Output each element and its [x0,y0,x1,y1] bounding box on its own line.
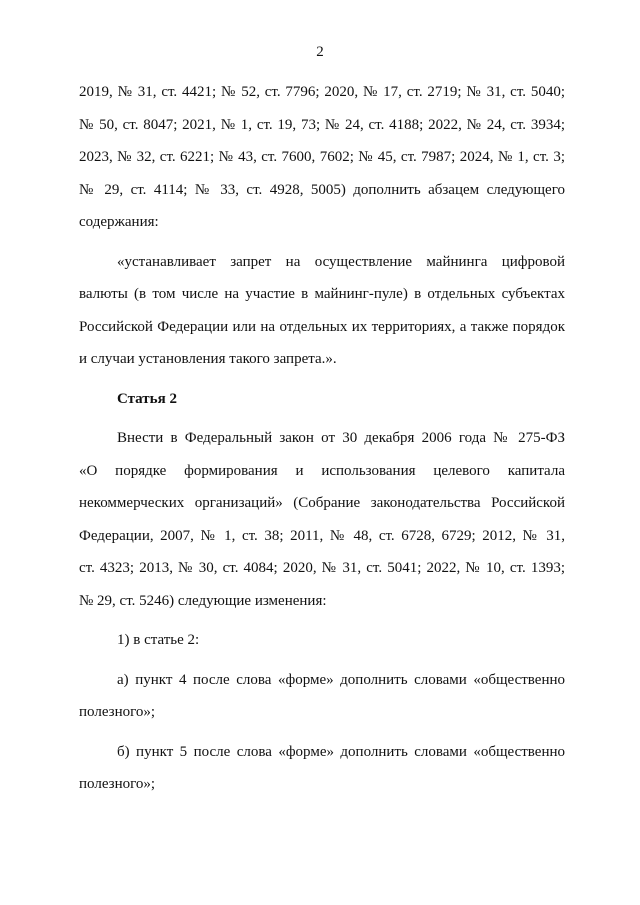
text-line: «О порядке формирования и использования целевого капитала [79,462,565,479]
text-line: а) пункт 4 после слова «форме» дополнить словами «общественно [117,671,565,688]
text-line: № 50, ст. 8047; 2021, № 1, ст. 19, 73; № 24, ст. 4188; 2022, № 24, ст. 3934; [79,116,565,133]
text-line: полезного»; [79,776,156,792]
paragraph-item-b [79,736,565,801]
text-line: № 29, ст. 4114; № 33, ст. 4928, 5005) дополнить абзацем следующего [79,181,565,198]
text-line: 2019, № 31, ст. 4421; № 52, ст. 7796; 2020, № 17, ст. 2719; № 31, ст. 5040; [79,84,565,100]
paragraph-amendment-sources [79,76,565,239]
text-line: валюты (в том числе на участие в майнинг-пуле) в отдельных субъектах [79,286,565,302]
document-body [79,76,565,801]
text-line: содержания: [79,214,159,230]
text-line: некоммерческих организаций» (Собрание законодательства Российской [79,495,565,511]
text-line: б) пункт 5 после слова «форме» дополнить словами «общественно [117,743,565,760]
text-line: «устанавливает запрет на осуществление майнинга цифровой [117,253,565,270]
text-line: Внести в Федеральный закон от 30 декабря 2006 года № 275-ФЗ [117,430,565,446]
text-line: и случаи установления такого запрета.». [79,351,337,367]
text-line: ст. 4323; 2013, № 30, ст. 4084; 2020, № 31, ст. 5041; 2022, № 10, ст. 1393; [79,560,565,576]
page-number: 2 [316,44,324,60]
paragraph-quoted-text [79,246,565,376]
text-line: 2023, № 32, ст. 6221; № 43, ст. 7600, 7602; № 45, ст. 7987; 2024, № 1, ст. 3; [79,149,565,165]
text-line: № 29, ст. 5246) следующие изменения: [79,592,327,609]
paragraph-item-a [79,664,565,729]
paragraph-amend-law [79,422,565,617]
article-heading: Статья 2 [117,390,177,407]
text-line: Федерации, 2007, № 1, ст. 38; 2011, № 48, ст. 6728, 6729; 2012, № 31, [79,527,565,544]
text-line: Российской Федерации или на отдельных их территориях, а также порядок [79,318,565,335]
paragraph-item-1: 1) в статье 2: [117,632,200,648]
text-line: полезного»; [79,704,156,720]
